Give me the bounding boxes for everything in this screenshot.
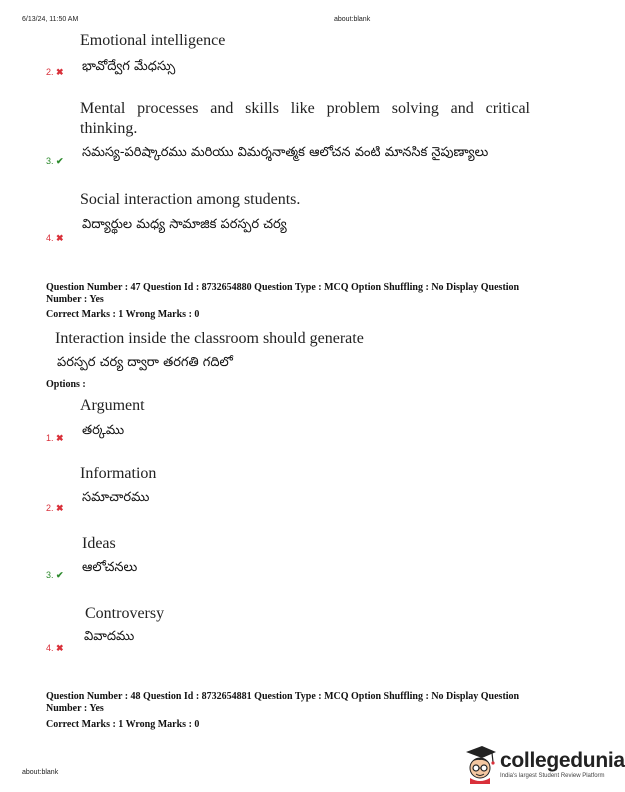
option-english-text-line2: thinking. [80,120,138,137]
question-stem-english: Interaction inside the classroom should generate [55,330,364,347]
option-number: 1. ✖ [46,433,64,443]
option-number: 3. ✔ [46,156,64,166]
option-english-text: Social interaction among students. [80,191,301,208]
option-telugu-text: తర్కము [82,423,125,438]
option-number: 3. ✔ [46,570,64,580]
correct-check-icon: ✔ [56,570,64,580]
correct-check-icon: ✔ [56,156,64,166]
question-stem-telugu: పరస్పర చర్య ద్వారా తరగతి గదిలో [57,355,233,370]
question-info-line1: Question Number : 48 Question Id : 8732654881 Question Type : MCQ Option Shuffling : No Display Question [46,691,520,702]
footer-url: about:blank [22,769,59,776]
wrong-x-icon: ✖ [56,643,64,653]
wrong-x-icon: ✖ [56,233,64,243]
option-telugu-text: సమస్య-పరిష్కారము మరియు విమర్శనాత్మక ఆలోచన వంటి మానసిక నైపుణ్యాలు [82,145,489,160]
option-telugu-text: ఆలోచనలు [82,560,138,575]
question-marks: Correct Marks : 1 Wrong Marks : 0 [46,309,200,320]
option-number: 2. ✖ [46,67,64,77]
option-english-text-line1: Mental processes and skills like problem solving and critical [80,100,530,117]
mascot-icon [462,744,498,784]
wrong-x-icon: ✖ [56,503,64,513]
question-info-line2: Number : Yes [46,294,104,305]
wrong-x-icon: ✖ [56,433,64,443]
option-english-text: Information [80,465,157,482]
question-marks: Correct Marks : 1 Wrong Marks : 0 [46,719,200,730]
option-telugu-text: భావోద్వేగ మేధస్సు [82,59,176,74]
option-number: 4. ✖ [46,643,64,653]
wrong-x-icon: ✖ [56,67,64,77]
brand-name: collegedunia [500,749,625,772]
option-telugu-text: వివాదము [84,629,135,644]
option-telugu-text: విద్యార్థుల మధ్య సామాజిక పరస్పర చర్య [82,217,287,232]
option-english-text: Emotional intelligence [80,32,226,49]
print-url: about:blank [334,16,371,23]
option-english-text: Controversy [85,605,165,622]
option-number: 4. ✖ [46,233,64,243]
brand-tagline: India's largest Student Review Platform [500,773,605,779]
print-datetime: 6/13/24, 11:50 AM [22,16,79,23]
collegedunia-logo [462,744,625,784]
option-english-text: Argument [80,397,145,414]
option-number: 2. ✖ [46,503,64,513]
option-telugu-text: సమాచారము [82,490,150,505]
options-label: Options : [46,379,86,390]
question-info-line2: Number : Yes [46,703,104,714]
option-english-text: Ideas [82,535,116,552]
question-info-line1: Question Number : 47 Question Id : 8732654880 Question Type : MCQ Option Shuffling : No Display Question [46,282,520,293]
